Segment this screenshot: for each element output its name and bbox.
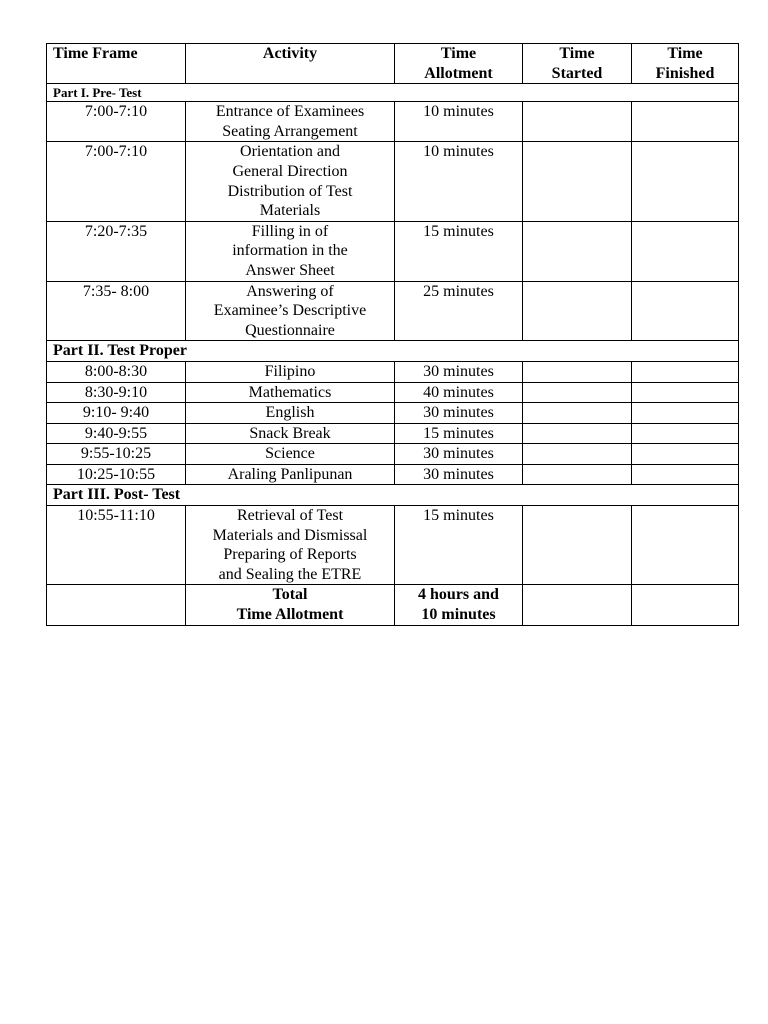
time-started-cell bbox=[523, 221, 632, 281]
exam-schedule-table bbox=[46, 43, 739, 626]
time-frame-cell: 8:00-8:30 bbox=[47, 361, 186, 382]
time-finished-cell bbox=[632, 142, 739, 221]
time-frame-cell: 7:00-7:10 bbox=[47, 102, 186, 142]
table-row bbox=[47, 221, 739, 281]
time-started-cell bbox=[523, 102, 632, 142]
allotment-cell: 30 minutes bbox=[395, 361, 523, 382]
section-row-post-test bbox=[47, 485, 739, 506]
activity-cell: Retrieval of Test Materials and Dismissal Preparing of Reports and Sealing the ETRE bbox=[186, 506, 395, 585]
time-finished-cell bbox=[632, 281, 739, 341]
activity-cell: Filipino bbox=[186, 361, 395, 382]
allotment-cell: 15 minutes bbox=[395, 506, 523, 585]
section-row-pre-test bbox=[47, 84, 739, 102]
time-finished-cell bbox=[632, 221, 739, 281]
allotment-cell: 25 minutes bbox=[395, 281, 523, 341]
allotment-cell: 15 minutes bbox=[395, 423, 523, 444]
time-frame-cell: 7:35- 8:00 bbox=[47, 281, 186, 341]
time-frame-cell: 10:25-10:55 bbox=[47, 464, 186, 485]
time-started-cell bbox=[523, 281, 632, 341]
section-title: Part I. Pre- Test bbox=[47, 84, 739, 102]
total-label: Total Time Allotment bbox=[186, 585, 395, 625]
time-started-cell bbox=[523, 382, 632, 403]
header-time-frame: Time Frame bbox=[47, 44, 186, 84]
activity-cell: Orientation and General Direction Distribution of Test Materials bbox=[186, 142, 395, 221]
time-started-cell bbox=[523, 444, 632, 465]
time-started-cell bbox=[523, 506, 632, 585]
time-frame-cell: 8:30-9:10 bbox=[47, 382, 186, 403]
header-time-allotment: Time Allotment bbox=[395, 44, 523, 84]
activity-cell: Araling Panlipunan bbox=[186, 464, 395, 485]
allotment-cell: 30 minutes bbox=[395, 403, 523, 424]
time-started-cell bbox=[523, 464, 632, 485]
header-activity: Activity bbox=[186, 44, 395, 84]
allotment-cell: 15 minutes bbox=[395, 221, 523, 281]
time-finished-cell bbox=[632, 382, 739, 403]
allotment-cell: 10 minutes bbox=[395, 142, 523, 221]
time-frame-cell: 9:40-9:55 bbox=[47, 423, 186, 444]
table-row bbox=[47, 403, 739, 424]
time-finished-cell bbox=[632, 361, 739, 382]
total-value: 4 hours and 10 minutes bbox=[395, 585, 523, 625]
time-started-cell bbox=[523, 142, 632, 221]
allotment-cell: 30 minutes bbox=[395, 444, 523, 465]
table-row bbox=[47, 423, 739, 444]
section-row-test-proper bbox=[47, 341, 739, 362]
time-finished-cell bbox=[632, 102, 739, 142]
allotment-cell: 30 minutes bbox=[395, 464, 523, 485]
header-row bbox=[47, 44, 739, 84]
table-row bbox=[47, 382, 739, 403]
time-frame-cell: 9:10- 9:40 bbox=[47, 403, 186, 424]
activity-cell: Answering of Examinee’s Descriptive Questionnaire bbox=[186, 281, 395, 341]
time-started-cell bbox=[523, 403, 632, 424]
table-row bbox=[47, 102, 739, 142]
activity-cell: Entrance of Examinees Seating Arrangement bbox=[186, 102, 395, 142]
time-finished-cell bbox=[632, 506, 739, 585]
table-row bbox=[47, 361, 739, 382]
activity-cell: Mathematics bbox=[186, 382, 395, 403]
time-frame-cell: 7:20-7:35 bbox=[47, 221, 186, 281]
activity-cell: Science bbox=[186, 444, 395, 465]
time-frame-cell: 10:55-11:10 bbox=[47, 506, 186, 585]
activity-cell: English bbox=[186, 403, 395, 424]
time-frame-cell: 9:55-10:25 bbox=[47, 444, 186, 465]
time-finished-cell bbox=[632, 585, 739, 625]
activity-cell: Filling in of information in the Answer Sheet bbox=[186, 221, 395, 281]
total-empty-cell bbox=[47, 585, 186, 625]
activity-cell: Snack Break bbox=[186, 423, 395, 444]
time-finished-cell bbox=[632, 464, 739, 485]
table-row bbox=[47, 464, 739, 485]
allotment-cell: 40 minutes bbox=[395, 382, 523, 403]
time-frame-cell: 7:00-7:10 bbox=[47, 142, 186, 221]
time-finished-cell bbox=[632, 444, 739, 465]
table-row bbox=[47, 506, 739, 585]
time-started-cell bbox=[523, 423, 632, 444]
time-started-cell bbox=[523, 361, 632, 382]
allotment-cell: 10 minutes bbox=[395, 102, 523, 142]
time-finished-cell bbox=[632, 403, 739, 424]
header-time-finished: Time Finished bbox=[632, 44, 739, 84]
time-started-cell bbox=[523, 585, 632, 625]
table-row bbox=[47, 281, 739, 341]
table-row bbox=[47, 142, 739, 221]
section-title: Part II. Test Proper bbox=[47, 341, 739, 362]
total-row bbox=[47, 585, 739, 625]
time-finished-cell bbox=[632, 423, 739, 444]
header-time-started: Time Started bbox=[523, 44, 632, 84]
table-row bbox=[47, 444, 739, 465]
section-title: Part III. Post- Test bbox=[47, 485, 739, 506]
